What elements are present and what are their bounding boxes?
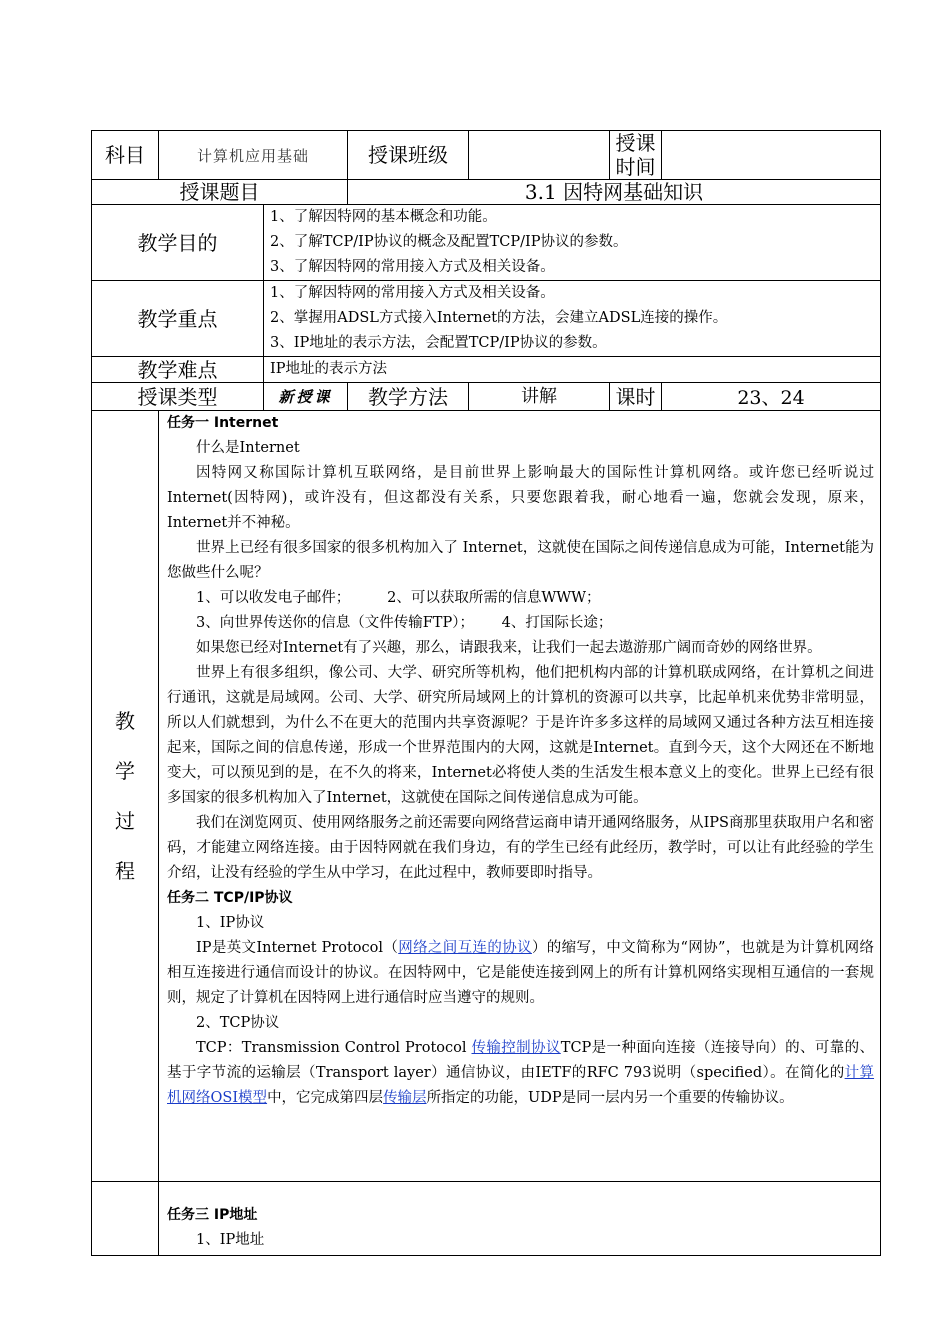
course-type-value: 新授课 (264, 383, 348, 411)
class-value (469, 131, 610, 180)
continuation-row (92, 1182, 881, 1256)
process-label-char: 学 (115, 759, 135, 783)
focus-item: 1、了解因特网的常用接入方式及相关设备。 (270, 285, 555, 301)
continuation-content (159, 1182, 881, 1256)
task3-subtitle: 1、IP地址 (196, 1232, 265, 1248)
process-content (159, 411, 881, 1182)
topic-value: 3.1 因特网基础知识 (348, 180, 881, 205)
continuation-side (92, 1182, 159, 1256)
difficulty-value: IP地址的表示方法 (264, 357, 881, 383)
tcp-protocol-link[interactable]: 传输控制协议 (471, 1040, 561, 1056)
time-value (662, 131, 881, 180)
focus-item: 3、IP地址的表示方法，会配置TCP/IP协议的参数。 (270, 335, 607, 351)
task2-title: 任务二 TCP/IP协议 (167, 890, 293, 906)
header-row (92, 131, 881, 180)
difficulty-label: 教学难点 (92, 357, 264, 383)
transport-layer-link[interactable]: 传输层 (383, 1090, 427, 1106)
ip-text-a: IP是英文Internet Protocol（ (196, 940, 399, 956)
ip-paragraph (167, 936, 874, 1011)
paragraph: 世界上有很多组织，像公司、大学、研究所等机构，他们把机构内部的计算机联成网络，在计算机之间进行通讯，这就是局域网。公司、大学、研究所局域网上的计算机的资源可以共享，比起单机来优势非常明显，所以人们就想到，为什么不在更大的范围内共享资源呢？于是许许多多这样的局域网又通过各种方法互相连接起来，国际之间的信息传递，形成一个世界范围内的大网，这就是Internet。直到今天，这个大网还在不断地变大，可以预见到的是，在不久的将来，Internet必将使人类的生活发生根本意义上的变化。世界上已经有很多国家的很多机构加入了Internet，这就使在国际之间传递信息成为可能。 (167, 665, 875, 806)
task1-subtitle: 什么是Internet (196, 440, 300, 456)
paragraph: 如果您已经对Internet有了兴趣，那么，请跟我来，让我们一起去遨游那广阔而奇妙的网络世界。 (196, 640, 822, 656)
tcp-text-c: 中，它完成第四层 (267, 1090, 384, 1106)
focus-item: 2、掌握用ADSL方式接入Internet的方法，会建立ADSL连接的操作。 (270, 310, 728, 326)
method-value: 讲解 (469, 383, 610, 411)
task1-title: 任务一 Internet (167, 415, 279, 431)
topic-row (92, 180, 881, 205)
task3-title: 任务三 IP地址 (167, 1207, 258, 1223)
class-label: 授课班级 (348, 131, 469, 180)
focus-label: 教学重点 (92, 281, 264, 357)
lesson-plan-table (91, 130, 881, 1256)
tcp-text-a: TCP：Transmission Control Protocol (196, 1040, 472, 1056)
process-label-char: 教 (115, 709, 135, 733)
paragraph: 因特网又称国际计算机互联网络，是目前世界上影响最大的国际性计算机网络。或许您已经听说过Internet(因特网)，或许没有，但这都没有关系，只要您跟着我，耐心地看一遍，您就会发现，原来，Internet并不神秘。 (167, 465, 875, 531)
focus-row (92, 281, 881, 357)
course-type-row (92, 383, 881, 411)
time-label: 授课时间 (610, 131, 662, 180)
ip-protocol-link[interactable]: 网络之间互连的协议 (398, 940, 532, 956)
tcp-text-b: TCP是一种面向连接（连接导向）的、可靠的、基于字节流的运输层（Transport layer）通信协议，由IETF的RFC 793说明（specified）。在简化的 (167, 1040, 875, 1081)
process-label (92, 411, 159, 1182)
subject-label: 科目 (92, 131, 159, 180)
process-row (92, 411, 881, 1182)
lesson-plan-page (91, 130, 880, 1256)
hours-value: 23、24 (662, 383, 881, 411)
topic-label: 授课题目 (92, 180, 348, 205)
paragraph: 世界上已经有很多国家的很多机构加入了 Internet，这就使在国际之间传递信息成为可能，Internet能为您做些什么呢？ (167, 540, 875, 581)
goals-row (92, 205, 881, 281)
list-line: 1、可以收发电子邮件； 2、可以获取所需的信息WWW； (196, 590, 601, 606)
process-label-char: 程 (115, 859, 135, 883)
hours-label: 课时 (610, 383, 662, 411)
ip-subtitle: 1、IP协议 (196, 915, 265, 931)
goal-item: 2、了解TCP/IP协议的概念及配置TCP/IP协议的参数。 (270, 234, 628, 250)
difficulty-row (92, 357, 881, 383)
focus-list (264, 281, 881, 357)
goals-label: 教学目的 (92, 205, 264, 281)
ip-text-b: ）的缩写，中文简称为“网协”，也就是为计算机网络相互连接进行通信而设计的协议。在因特网中，它是能使连接到网上的所有计算机网络实现相互通信的一套规则，规定了计算机在因特网上进行通信时应当遵守的规则。 (167, 940, 875, 1006)
osi-model-link[interactable]: 计算机网络OSI模型 (167, 1065, 875, 1106)
subject-value: 计算机应用基础 (159, 131, 348, 180)
goals-list (264, 205, 881, 281)
goal-item: 1、了解因特网的基本概念和功能。 (270, 209, 497, 225)
paragraph: 我们在浏览网页、使用网络服务之前还需要向网络营运商申请开通网络服务，从IPS商那里获取用户名和密码，才能建立网络连接。由于因特网就在我们身边，有的学生已经有此经历，教学时，可以让有此经验的学生介绍，让没有经验的学生从中学习，在此过程中，教师要即时指导。 (167, 815, 875, 881)
tcp-text-d: 所指定的功能，UDP是同一层内另一个重要的传输协议。 (426, 1090, 794, 1106)
course-type-label: 授课类型 (92, 383, 264, 411)
method-label: 教学方法 (348, 383, 469, 411)
process-label-char: 过 (115, 809, 135, 833)
tcp-subtitle: 2、TCP协议 (196, 1015, 280, 1031)
list-line: 3、向世界传送你的信息（文件传输FTP）； 4、打国际长途； (196, 615, 613, 631)
tcp-paragraph (167, 1036, 874, 1111)
goal-item: 3、了解因特网的常用接入方式及相关设备。 (270, 259, 555, 275)
